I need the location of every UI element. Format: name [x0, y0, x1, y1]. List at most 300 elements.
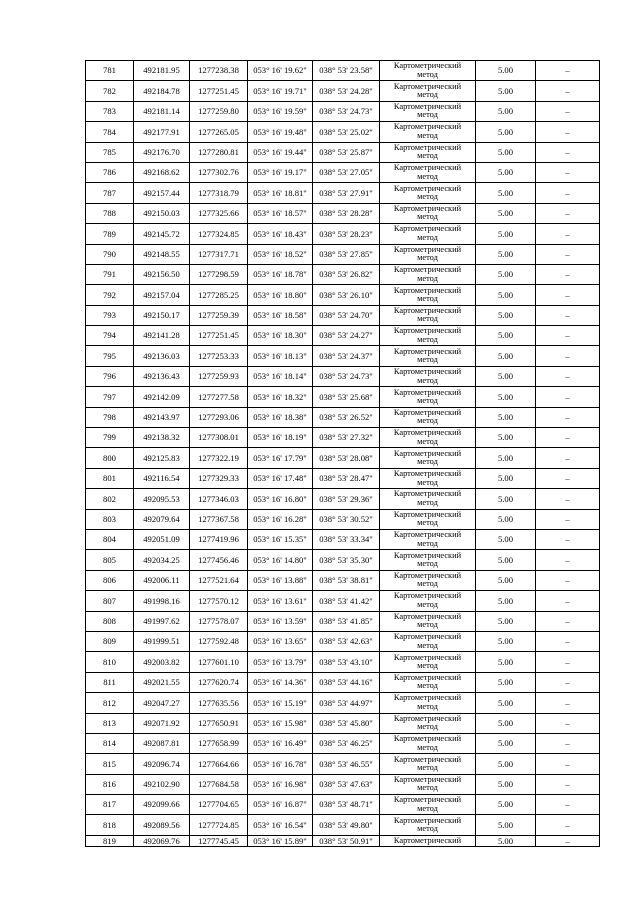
latitude-cell: 053° 16' 19.59" [248, 101, 313, 121]
method-label-line1: Картометрический [393, 142, 462, 152]
longitude-cell: 038° 53' 44.97" [313, 693, 380, 713]
y-coordinate-cell: 1277367.58 [190, 509, 248, 529]
y-coordinate-cell: 1277298.59 [190, 264, 248, 284]
x-coordinate-cell: 492021.55 [134, 672, 190, 692]
method-label-line2: метод [417, 151, 438, 161]
method-label-line1: Картометрический [393, 815, 462, 825]
point-number-cell: 815 [86, 754, 134, 774]
point-number-cell: 814 [86, 733, 134, 753]
point-number-cell: 798 [86, 407, 134, 427]
y-coordinate-cell: 1277322.19 [190, 448, 248, 468]
method-cell [380, 366, 476, 386]
method-label-line2: метод [417, 130, 438, 140]
longitude-cell: 038° 53' 28.08" [313, 448, 380, 468]
longitude-cell: 038° 53' 25.02" [313, 122, 380, 142]
point-number-cell: 783 [86, 101, 134, 121]
x-coordinate-cell: 492079.64 [134, 509, 190, 529]
description-cell: – [536, 652, 600, 672]
x-coordinate-cell: 492145.72 [134, 224, 190, 244]
method-label-line1: Картометрический [393, 571, 462, 581]
method-label-line1: Картометрический [393, 204, 462, 214]
method-label-line1: Картометрический [393, 265, 462, 275]
longitude-cell: 038° 53' 27.05" [313, 162, 380, 182]
x-coordinate-cell: 492157.44 [134, 183, 190, 203]
table-row [86, 366, 600, 386]
description-cell: – [536, 224, 600, 244]
table-row [86, 733, 600, 753]
x-coordinate-cell: 492150.17 [134, 305, 190, 325]
x-coordinate-cell: 492156.50 [134, 264, 190, 284]
point-number-cell: 794 [86, 326, 134, 346]
method-cell [380, 162, 476, 182]
description-cell: – [536, 509, 600, 529]
table-row [86, 101, 600, 121]
point-number-cell: 791 [86, 264, 134, 284]
method-label-line2: метод [417, 334, 438, 344]
y-coordinate-cell: 1277704.65 [190, 795, 248, 815]
method-label-line1: Картометрический [393, 81, 462, 91]
description-cell: – [536, 122, 600, 142]
method-label-line2: метод [417, 783, 438, 793]
table-row [86, 529, 600, 549]
latitude-cell: 053° 16' 13.88" [248, 570, 313, 590]
precision-cell: 5.00 [476, 672, 536, 692]
table-row [86, 81, 600, 101]
method-label-line1: Картометрический [393, 530, 462, 540]
method-cell [380, 509, 476, 529]
method-cell [380, 815, 476, 835]
method-cell [380, 468, 476, 488]
description-cell: – [536, 529, 600, 549]
method-cell [380, 264, 476, 284]
precision-cell: 5.00 [476, 387, 536, 407]
method-cell [380, 550, 476, 570]
latitude-cell: 053° 16' 18.78" [248, 264, 313, 284]
latitude-cell: 053° 16' 15.35" [248, 529, 313, 549]
point-number-cell: 782 [86, 81, 134, 101]
y-coordinate-cell: 1277324.85 [190, 224, 248, 244]
precision-cell: 5.00 [476, 733, 536, 753]
x-coordinate-cell: 492181.95 [134, 61, 190, 81]
y-coordinate-cell: 1277650.91 [190, 713, 248, 733]
method-cell [380, 183, 476, 203]
y-coordinate-cell: 1277456.46 [190, 550, 248, 570]
x-coordinate-cell: 492051.09 [134, 529, 190, 549]
method-label-line1: Картометрический [393, 224, 462, 234]
method-label-line1: Картометрический [393, 428, 462, 438]
description-cell: – [536, 489, 600, 509]
x-coordinate-cell: 492138.32 [134, 428, 190, 448]
method-label-line2: метод [417, 457, 438, 467]
description-cell: – [536, 305, 600, 325]
x-coordinate-cell: 492096.74 [134, 754, 190, 774]
latitude-cell: 053° 16' 18.81" [248, 183, 313, 203]
precision-cell: 5.00 [476, 631, 536, 651]
precision-cell: 5.00 [476, 428, 536, 448]
method-label-line2: метод [417, 416, 438, 426]
precision-cell: 5.00 [476, 611, 536, 631]
precision-cell: 5.00 [476, 224, 536, 244]
method-label-line2: метод [417, 69, 438, 79]
precision-cell: 5.00 [476, 162, 536, 182]
method-label-line2: метод [417, 232, 438, 242]
table-row [86, 468, 600, 488]
table-row [86, 122, 600, 142]
description-cell: – [536, 142, 600, 162]
description-cell: – [536, 244, 600, 264]
method-label-line2: метод [417, 273, 438, 283]
method-label-line1: Картометрический [393, 673, 462, 682]
precision-cell: 5.00 [476, 795, 536, 815]
point-number-cell: 801 [86, 468, 134, 488]
method-label-line1: Картометрический [393, 611, 462, 621]
x-coordinate-cell: 492181.14 [134, 101, 190, 121]
method-label-line2: метод [417, 253, 438, 263]
longitude-cell: 038° 53' 35.30" [313, 550, 380, 570]
latitude-cell: 053° 16' 16.54" [248, 815, 313, 835]
latitude-cell: 053° 16' 19.71" [248, 81, 313, 101]
table-row [86, 162, 600, 182]
y-coordinate-cell: 1277419.96 [190, 529, 248, 549]
method-label-line2: метод [417, 824, 438, 834]
method-label-line2: метод [417, 762, 438, 772]
latitude-cell: 053° 16' 18.58" [248, 305, 313, 325]
precision-cell: 5.00 [476, 285, 536, 305]
description-cell: – [536, 468, 600, 488]
table-row [86, 244, 600, 264]
y-coordinate-cell: 1277317.71 [190, 244, 248, 264]
point-number-cell: 793 [86, 305, 134, 325]
x-coordinate-cell: 492141.28 [134, 326, 190, 346]
method-label-line1: Картометрический [393, 285, 462, 295]
latitude-cell: 053° 16' 14.80" [248, 550, 313, 570]
table-row [86, 550, 600, 570]
point-number-cell: 802 [86, 489, 134, 509]
method-label-line1: Картометрический [393, 632, 462, 642]
table-row [86, 305, 600, 325]
latitude-cell: 053° 16' 18.57" [248, 203, 313, 223]
x-coordinate-cell: 492087.81 [134, 733, 190, 753]
method-label-line1: Картометрический [393, 734, 462, 744]
point-number-cell: 789 [86, 224, 134, 244]
method-label-line1: Картометрический [393, 102, 462, 112]
table-row [86, 61, 600, 81]
x-coordinate-cell: 492047.27 [134, 693, 190, 713]
point-number-cell: 809 [86, 631, 134, 651]
method-cell [380, 122, 476, 142]
longitude-cell: 038° 53' 24.28" [313, 81, 380, 101]
x-coordinate-cell: 491999.51 [134, 631, 190, 651]
point-number-cell: 816 [86, 774, 134, 794]
method-cell [380, 326, 476, 346]
x-coordinate-cell: 492089.56 [134, 815, 190, 835]
method-label-line2: метод [417, 661, 438, 671]
method-label-line2: метод [417, 497, 438, 507]
longitude-cell: 038° 53' 46.25" [313, 733, 380, 753]
description-cell: – [536, 366, 600, 386]
method-cell [380, 795, 476, 815]
method-cell [380, 142, 476, 162]
point-number-cell: 806 [86, 570, 134, 590]
x-coordinate-cell: 492071.92 [134, 713, 190, 733]
table-row [86, 448, 600, 468]
x-coordinate-cell: 492157.04 [134, 285, 190, 305]
x-coordinate-cell: 492143.97 [134, 407, 190, 427]
point-number-cell: 790 [86, 244, 134, 264]
description-cell: – [536, 61, 600, 81]
point-number-cell: 811 [86, 672, 134, 692]
latitude-cell: 053° 16' 18.30" [248, 326, 313, 346]
y-coordinate-cell: 1277724.85 [190, 815, 248, 835]
description-cell: – [536, 326, 600, 346]
latitude-cell: 053° 16' 19.48" [248, 122, 313, 142]
longitude-cell: 038° 53' 33.34" [313, 529, 380, 549]
x-coordinate-cell: 492003.82 [134, 652, 190, 672]
table-row [86, 224, 600, 244]
description-cell: – [536, 101, 600, 121]
longitude-cell: 038° 53' 28.28" [313, 203, 380, 223]
method-label-line2: метод [417, 192, 438, 202]
precision-cell: 5.00 [476, 346, 536, 366]
y-coordinate-cell: 1277620.74 [190, 672, 248, 692]
description-cell: – [536, 611, 600, 631]
method-label-line1: Картометрический [393, 122, 462, 132]
precision-cell: 5.00 [476, 366, 536, 386]
description-cell: – [536, 795, 600, 815]
x-coordinate-cell: 492136.43 [134, 366, 190, 386]
precision-cell: 5.00 [476, 101, 536, 121]
y-coordinate-cell: 1277308.01 [190, 428, 248, 448]
longitude-cell: 038° 53' 27.32" [313, 428, 380, 448]
method-label-line1: Картометрический [393, 693, 462, 703]
longitude-cell: 038° 53' 26.52" [313, 407, 380, 427]
precision-cell: 5.00 [476, 591, 536, 611]
latitude-cell: 053° 16' 14.36" [248, 672, 313, 692]
longitude-cell: 038° 53' 26.82" [313, 264, 380, 284]
y-coordinate-cell: 1277325.66 [190, 203, 248, 223]
y-coordinate-cell: 1277658.99 [190, 733, 248, 753]
precision-cell: 5.00 [476, 81, 536, 101]
longitude-cell: 038° 53' 27.85" [313, 244, 380, 264]
latitude-cell: 053° 16' 17.79" [248, 448, 313, 468]
precision-cell: 5.00 [476, 489, 536, 509]
method-label-line1: Картометрический [393, 835, 462, 845]
x-coordinate-cell: 492034.25 [134, 550, 190, 570]
coordinates-table [85, 60, 600, 847]
y-coordinate-cell: 1277684.58 [190, 774, 248, 794]
y-coordinate-cell: 1277251.45 [190, 81, 248, 101]
point-number-cell: 812 [86, 693, 134, 713]
description-cell: – [536, 591, 600, 611]
method-cell [380, 774, 476, 794]
precision-cell: 5.00 [476, 509, 536, 529]
table-row [86, 142, 600, 162]
longitude-cell: 038° 53' 23.58" [313, 61, 380, 81]
method-label-line1: Картометрический [393, 591, 462, 601]
x-coordinate-cell: 492069.76 [134, 835, 190, 846]
method-label-line1: Картометрический [393, 774, 462, 784]
method-label-line2: метод [417, 518, 438, 528]
longitude-cell: 038° 53' 29.36" [313, 489, 380, 509]
latitude-cell: 053° 16' 19.17" [248, 162, 313, 182]
method-label-line2: метод [417, 803, 438, 813]
table-row [86, 672, 600, 692]
table-row [86, 203, 600, 223]
method-label-line2: метод [417, 171, 438, 181]
x-coordinate-cell: 492102.90 [134, 774, 190, 794]
method-cell [380, 693, 476, 713]
method-cell [380, 570, 476, 590]
longitude-cell: 038° 53' 25.87" [313, 142, 380, 162]
point-number-cell: 804 [86, 529, 134, 549]
point-number-cell: 797 [86, 387, 134, 407]
method-label-line1: Картометрический [393, 469, 462, 479]
method-label-line1: Картометрический [393, 183, 462, 193]
description-cell: – [536, 162, 600, 182]
table-row [86, 693, 600, 713]
latitude-cell: 053° 16' 13.61" [248, 591, 313, 611]
method-cell [380, 672, 476, 692]
latitude-cell: 053° 16' 18.19" [248, 428, 313, 448]
longitude-cell: 038° 53' 38.81" [313, 570, 380, 590]
x-coordinate-cell: 492095.53 [134, 489, 190, 509]
method-label-line1: Картометрический [393, 163, 462, 173]
y-coordinate-cell: 1277259.93 [190, 366, 248, 386]
longitude-cell: 038° 53' 47.63" [313, 774, 380, 794]
method-cell [380, 428, 476, 448]
table-row [86, 264, 600, 284]
method-label-line2: метод [417, 599, 438, 609]
point-number-cell: 788 [86, 203, 134, 223]
x-coordinate-cell: 492168.62 [134, 162, 190, 182]
precision-cell: 5.00 [476, 529, 536, 549]
method-label-line2: метод [417, 538, 438, 548]
longitude-cell: 038° 53' 49.80" [313, 815, 380, 835]
method-label-line1: Картометрический [393, 550, 462, 560]
method-cell [380, 713, 476, 733]
method-label-line1: Картометрический [393, 305, 462, 315]
description-cell: – [536, 815, 600, 835]
method-cell [380, 387, 476, 407]
precision-cell: 5.00 [476, 326, 536, 346]
point-number-cell: 795 [86, 346, 134, 366]
longitude-cell: 038° 53' 41.85" [313, 611, 380, 631]
y-coordinate-cell: 1277293.06 [190, 407, 248, 427]
precision-cell: 5.00 [476, 61, 536, 81]
y-coordinate-cell: 1277329.33 [190, 468, 248, 488]
document-page [85, 60, 599, 847]
method-label-line2: метод [417, 742, 438, 752]
point-number-cell: 819 [86, 835, 134, 846]
method-label-line2: метод [417, 640, 438, 650]
method-label-line2: метод [417, 355, 438, 365]
latitude-cell: 053° 16' 16.87" [248, 795, 313, 815]
method-cell [380, 529, 476, 549]
y-coordinate-cell: 1277570.12 [190, 591, 248, 611]
description-cell: – [536, 81, 600, 101]
method-label-line1: Картометрический [393, 713, 462, 723]
precision-cell: 5.00 [476, 835, 536, 846]
x-coordinate-cell: 492125.83 [134, 448, 190, 468]
description-cell: – [536, 428, 600, 448]
table-row [86, 387, 600, 407]
description-cell: – [536, 346, 600, 366]
point-number-cell: 803 [86, 509, 134, 529]
precision-cell: 5.00 [476, 264, 536, 284]
longitude-cell: 038° 53' 42.63" [313, 631, 380, 651]
point-number-cell: 807 [86, 591, 134, 611]
latitude-cell: 053° 16' 19.44" [248, 142, 313, 162]
y-coordinate-cell: 1277318.79 [190, 183, 248, 203]
point-number-cell: 805 [86, 550, 134, 570]
table-row [86, 774, 600, 794]
y-coordinate-cell: 1277280.81 [190, 142, 248, 162]
description-cell: – [536, 264, 600, 284]
longitude-cell: 038° 53' 24.73" [313, 101, 380, 121]
longitude-cell: 038° 53' 24.70" [313, 305, 380, 325]
x-coordinate-cell: 492116.54 [134, 468, 190, 488]
table-row [86, 346, 600, 366]
point-number-cell: 784 [86, 122, 134, 142]
x-coordinate-cell: 491997.62 [134, 611, 190, 631]
point-number-cell: 817 [86, 795, 134, 815]
method-cell [380, 285, 476, 305]
point-number-cell: 785 [86, 142, 134, 162]
method-cell [380, 448, 476, 468]
point-number-cell: 787 [86, 183, 134, 203]
point-number-cell: 810 [86, 652, 134, 672]
longitude-cell: 038° 53' 28.47" [313, 468, 380, 488]
method-label-line1: Картометрический [393, 346, 462, 356]
y-coordinate-cell: 1277253.33 [190, 346, 248, 366]
longitude-cell: 038° 53' 46.55" [313, 754, 380, 774]
longitude-cell: 038° 53' 43.10" [313, 652, 380, 672]
latitude-cell: 053° 16' 17.48" [248, 468, 313, 488]
method-cell [380, 835, 476, 846]
latitude-cell: 053° 16' 18.14" [248, 366, 313, 386]
precision-cell: 5.00 [476, 448, 536, 468]
method-cell [380, 591, 476, 611]
x-coordinate-cell: 492150.03 [134, 203, 190, 223]
method-label-line2: метод [417, 722, 438, 732]
point-number-cell: 818 [86, 815, 134, 835]
y-coordinate-cell: 1277251.45 [190, 326, 248, 346]
y-coordinate-cell: 1277635.56 [190, 693, 248, 713]
x-coordinate-cell: 492099.66 [134, 795, 190, 815]
table-row [86, 713, 600, 733]
table-row [86, 285, 600, 305]
x-coordinate-cell: 492176.70 [134, 142, 190, 162]
table-row [86, 326, 600, 346]
latitude-cell: 053° 16' 15.98" [248, 713, 313, 733]
point-number-cell: 808 [86, 611, 134, 631]
point-number-cell: 786 [86, 162, 134, 182]
precision-cell: 5.00 [476, 203, 536, 223]
precision-cell: 5.00 [476, 713, 536, 733]
point-number-cell: 792 [86, 285, 134, 305]
precision-cell: 5.00 [476, 652, 536, 672]
precision-cell: 5.00 [476, 183, 536, 203]
y-coordinate-cell: 1277265.05 [190, 122, 248, 142]
table-row [86, 570, 600, 590]
method-cell [380, 407, 476, 427]
latitude-cell: 053° 16' 16.80" [248, 489, 313, 509]
method-label-line2: метод [417, 681, 438, 691]
longitude-cell: 038° 53' 24.37" [313, 346, 380, 366]
latitude-cell: 053° 16' 15.89" [248, 835, 313, 846]
y-coordinate-cell: 1277592.48 [190, 631, 248, 651]
table-row [86, 611, 600, 631]
